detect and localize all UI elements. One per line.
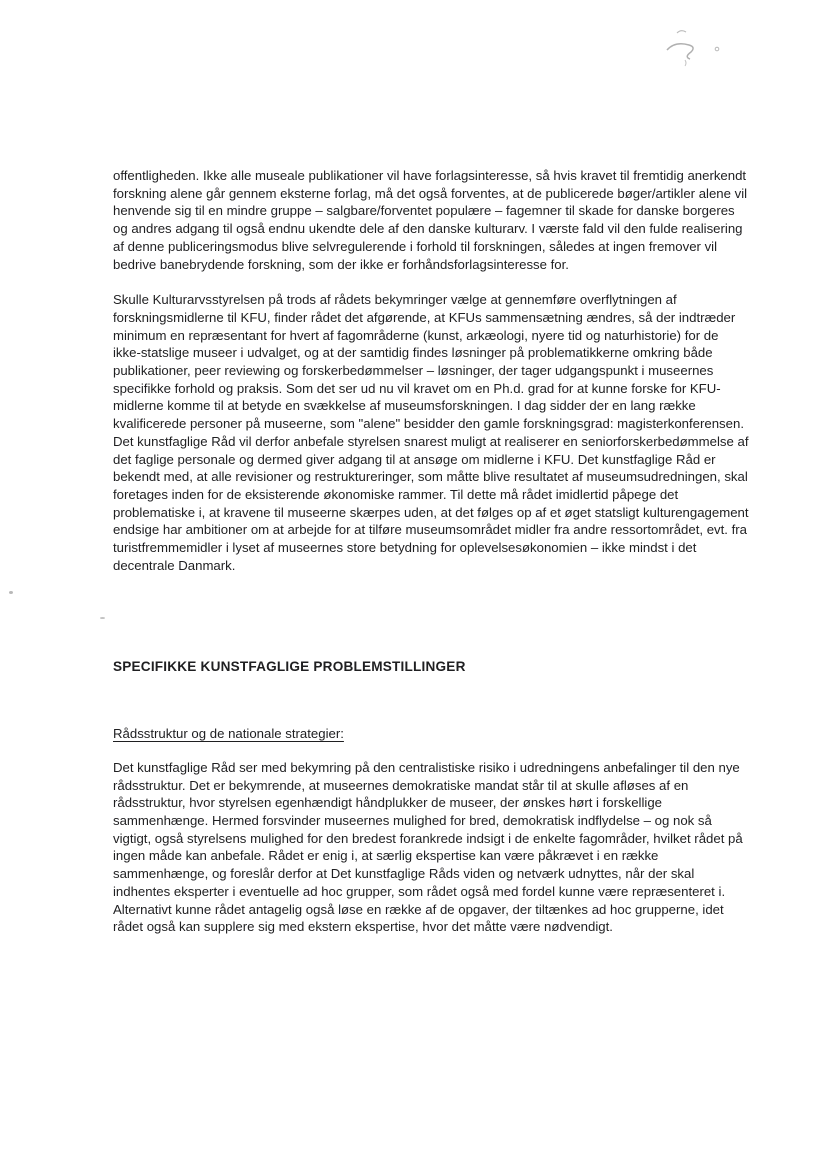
document-body — [113, 167, 749, 954]
paragraph-kfu-recommendations: Skulle Kulturarvsstyrelsen på trods af rådets bekymringer vælge at gennemføre overflytningen af forskningsmidlerne til KFU, finder rådet det afgørende, at KFUs sammensætning ændres, så der indtræder minimum en repræsentant for hvert af fagområderne (kunst, arkæologi, nyere tid og naturhistorie) for de ikke-statslige museer i udvalget, og at der samtidig findes løsninger på problematikkerne omkring både publikationer, peer reviewing og forskerbedømmelser – løsninger, der tager udgangspunkt i museernes specifikke forhold og praksis. Som det ser ud nu vil kravet om en Ph.d. grad for at kunne forske for KFU-midlerne komme til at betyde en svækkelse af museumsforskningen. I dag sidder der en lang række kvalificerede personer på museerne, som "alene" besidder den gamle forskningsgrad: magisterkonferensen. Det kunstfaglige Råd vil derfor anbefale styrelsen snarest muligt at realiserer en seniorforskerbedømmelse af det faglige personale og dermed giver adgang til at ansøge om midlerne i KFU. Det kunstfaglige Råd er bekendt med, at alle revisioner og restruktureringer, som måtte blive resultatet af museumsudredningen, skal foretages inden for de eksisterende økonomiske rammer. Til dette må rådet imidlertid påpege det problematiske i, at kravene til museerne skærpes uden, at det følges op af et øget statsligt kulturengagement endsige har ambitioner om at arbejde for at tilføre museumsområdet midler fra andre ressortområdet, evt. fra turistfremmemidler i lyset af museernes store betydning for oplevelsesøkonomien – ikke mindst i det decentrale Danmark. — [113, 292, 749, 573]
scan-artifact-speck — [100, 617, 105, 619]
paragraph-publication-concerns: offentligheden. Ikke alle museale publikationer vil have forlagsinteresse, så hvis kravet til fremtidig anerkendt forskning alene går gennem eksterne forlag, må det også forventes, at de publicerede bøger/artikler alene vil henvende sig til en mindre gruppe – salgbare/forventet populære – fagemner til skade for danske borgeres og andres adgang til også endnu ukendte dele af den danske kulturarv. I værste fald vil den fulde realisering af denne publiceringsmodus blive selvregulerende i forhold til forskningen, således at ingen fremover vil bedrive banebrydende forskning, som der ikke er forhåndsforlagsinteresse for. — [113, 168, 748, 272]
subsection-heading-council-structure: Rådsstruktur og de nationale strategier: — [113, 726, 344, 742]
scan-artifact-dot — [9, 591, 13, 594]
paragraph-council-structure: Det kunstfaglige Råd ser med bekymring på den centralistiske risiko i udredningens anbefalinger til den nye rådsstruktur. Det er bekymrende, at museernes demokratiske mandat står til at skulle afløses af en rådsstruktur, hvor styrelsen egenhændigt håndplukker de museer, der ønskes hørt i forskellige sammenhænge. Hermed forsvinder museernes mulighed for bred, demokratisk indflydelse – og nok så vigtigt, også styrelsens mulighed for den bredest forankrede indsigt i de enkelte fagområder, hvilket rådet på ingen måde kan anbefale. Rådet er enig i, at særlig ekspertise kan være påkrævet i en række sammenhænge, og foreslår derfor at Det kunstfaglige Råds viden og netværk udnyttes, når der skal indhentes eksperter i eventuelle ad hoc grupper, som rådet også med fordel kunne være repræsenteret i. Alternativt kunne rådet antagelig også løse en række af de opgaver, der tiltænkes ad hoc grupperne, idet rådet også kan supplere sig med ekstern ekspertise, hvor det måtte være nødvendigt. — [113, 759, 743, 935]
pencil-annotation-mark — [655, 26, 755, 70]
section-heading: SPECIFIKKE KUNSTFAGLIGE PROBLEMSTILLINGER — [113, 659, 466, 675]
